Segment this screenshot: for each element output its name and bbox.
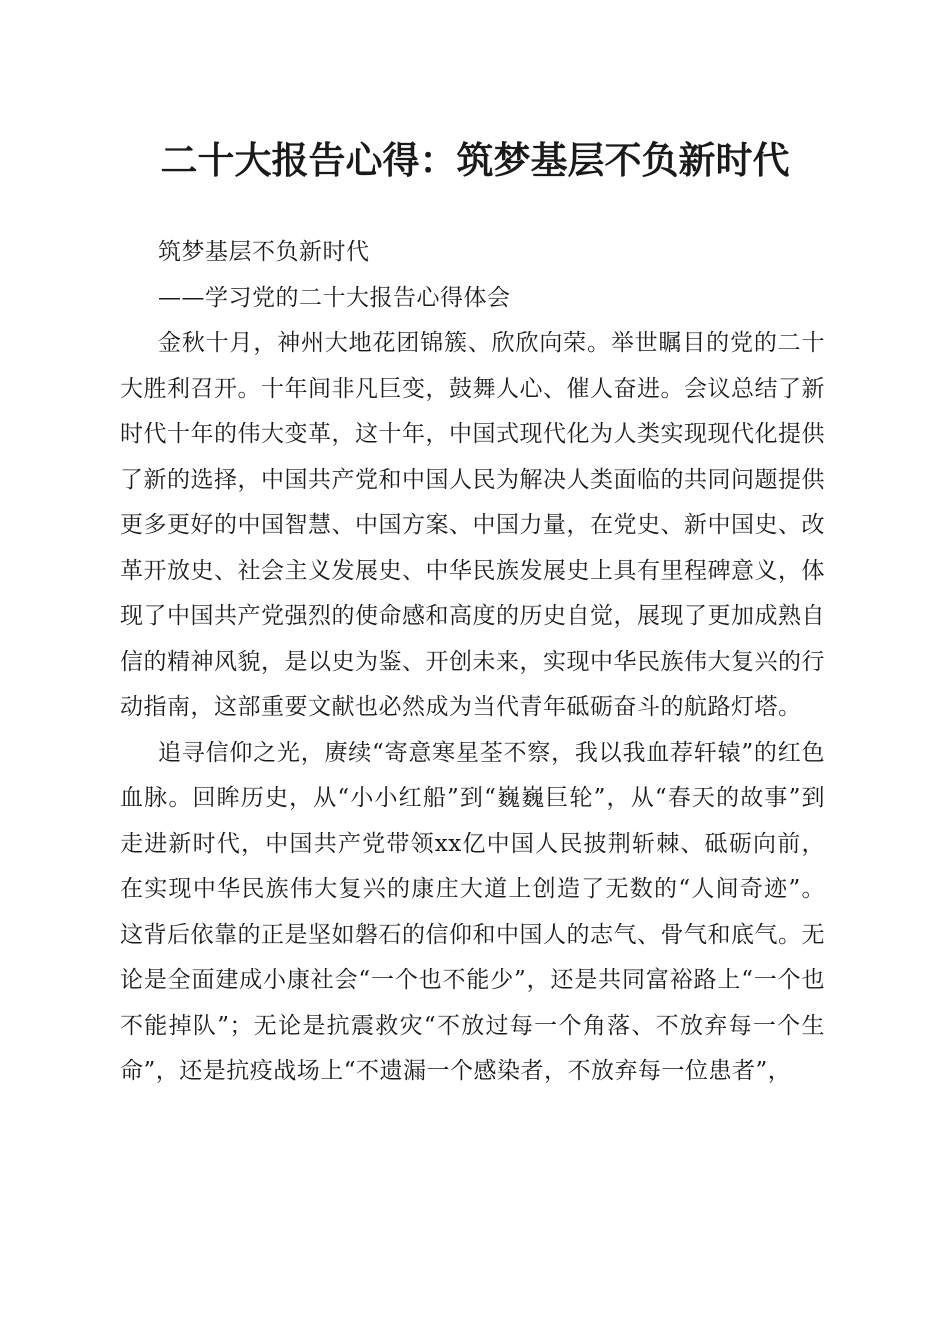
- body-paragraph: 金秋十月，神州大地花团锦簇、欣欣向荣。举世瞩目的党的二十大胜利召开。十年间非凡巨变，鼓舞人心、催人奋进。会议总结了新时代十年的伟大变革，这十年，中国式现代化为人类实现现代化提供了新的选择，中国共产党和中国人民为解决人类面临的共同问题提供更多更好的中国智慧、中国方案、中国力量，在党史、新中国史、改革开放史、社会主义发展史、中华民族发展史上具有里程碑意义，体现了中国共产党强烈的使命感和高度的历史自觉，展现了更加成熟自信的精神风貌，是以史为鉴、开创未来，实现中华民族伟大复兴的行动指南，这部重要文献也必然成为当代青年砥砺奋斗的航路灯塔。: [120, 330, 825, 720]
- document-body: [120, 230, 825, 1095]
- subtitle-line: 筑梦基层不负新时代: [158, 239, 370, 265]
- document-title: 二十大报告心得：筑梦基层不负新时代: [160, 138, 790, 182]
- subtitle-line: ——学习党的二十大报告心得体会: [158, 284, 511, 311]
- body-paragraph: 追寻信仰之光，赓续“寄意寒星荃不察，我以我血荐轩辕”的红色血脉。回眸历史，从“小小红船”到“巍巍巨轮”，从“春天的故事”到走进新时代，中国共产党带领xx亿中国人民披荆斩棘、砥砺向前，在实现中华民族伟大复兴的康庄大道上创造了无数的“人间奇迹”。这背后依靠的正是坚如磐石的信仰和中国人的志气、骨气和底气。无论是全面建成小康社会“一个也不能少”，还是共同富裕路上“一个也不能掉队”；无论是抗震救灾“不放过每一个角落、不放弃每一个生命”，还是抗疫战场上“不遗漏一个感染者，不放弃每一位患者”，: [120, 739, 825, 1084]
